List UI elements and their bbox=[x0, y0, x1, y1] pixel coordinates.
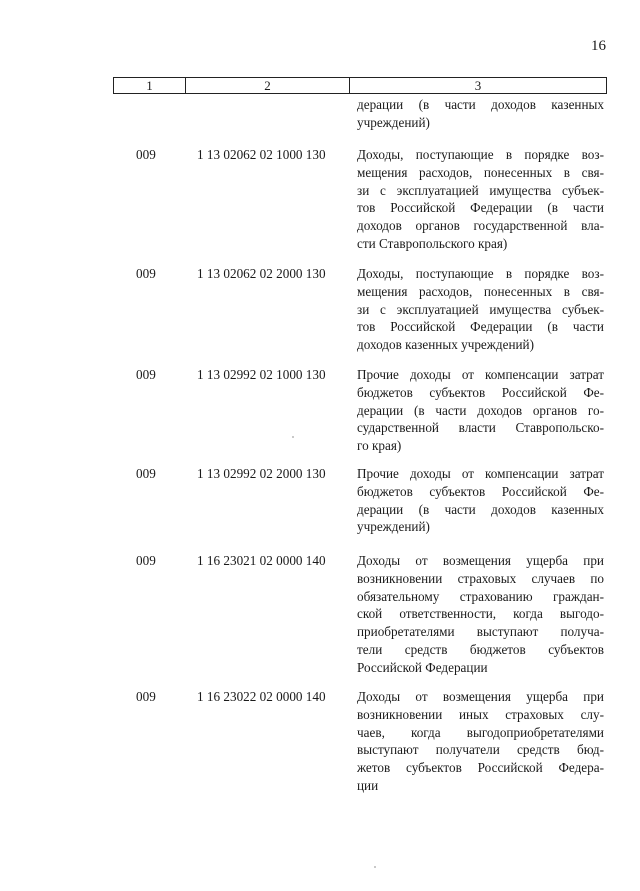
description-line: дерации (в части доходов казенных bbox=[357, 501, 604, 517]
description-line: бюджетов субъектов Российской Фе- bbox=[357, 483, 604, 499]
budget-classification-code: 1 13 02992 02 1000 130 bbox=[197, 367, 326, 382]
description-line: Прочие доходы от компенсации затрат bbox=[357, 466, 604, 481]
header-col-2: 2 bbox=[186, 78, 350, 93]
header-col-3: 3 bbox=[474, 78, 482, 93]
description-line: доходов органов государственной вла- bbox=[357, 218, 604, 234]
revenue-description bbox=[357, 465, 604, 536]
description-line: приобретателями выступают получа- bbox=[357, 624, 604, 640]
admin-code: 009 bbox=[136, 553, 156, 568]
description-line: возникновении иных страховых слу- bbox=[357, 706, 604, 722]
description-line: доходов казенных учреждений) bbox=[357, 337, 535, 353]
budget-classification-code: 1 16 23022 02 0000 140 bbox=[197, 689, 326, 704]
description-line: мещения расходов, понесенных в свя- bbox=[357, 283, 604, 299]
description-line: сти Ставропольского края) bbox=[357, 235, 508, 251]
description-line: зи с эксплуатацией имущества субъек- bbox=[357, 301, 604, 317]
description-line: мещения расходов, понесенных в свя- bbox=[357, 164, 604, 180]
scan-speck bbox=[292, 436, 294, 438]
description-line: го края) bbox=[357, 438, 402, 454]
revenue-description bbox=[357, 688, 604, 795]
description-line: учреждений) bbox=[357, 114, 430, 130]
admin-code: 009 bbox=[136, 266, 156, 281]
description-line: тов Российской Федерации (в части bbox=[357, 319, 604, 335]
description-line: Доходы от возмещения ущерба при bbox=[357, 553, 604, 568]
description-line: ции bbox=[357, 777, 379, 793]
description-line: зи с эксплуатацией имущества субъек- bbox=[357, 182, 604, 198]
description-line: обязательному страхованию граждан- bbox=[357, 588, 604, 604]
table-header-row bbox=[113, 77, 607, 94]
description-line: Российской Федерации bbox=[357, 659, 488, 675]
revenue-description bbox=[357, 552, 604, 677]
header-col-1: 1 bbox=[114, 78, 186, 93]
description-line: учреждений) bbox=[357, 519, 430, 535]
revenue-description bbox=[357, 265, 604, 354]
budget-classification-code: 1 13 02062 02 2000 130 bbox=[197, 266, 326, 281]
description-line: тов Российской Федерации (в части bbox=[357, 200, 604, 216]
admin-code: 009 bbox=[136, 466, 156, 481]
description-line: сударственной власти Ставропольско- bbox=[357, 420, 604, 436]
description-line: дерации (в части доходов казенных bbox=[357, 97, 604, 112]
description-line: тели средств бюджетов субъектов bbox=[357, 641, 604, 657]
description-line: Доходы от возмещения ущерба при bbox=[357, 689, 604, 704]
description-line: дерации (в части доходов органов го- bbox=[357, 402, 604, 418]
budget-classification-code: 1 13 02992 02 2000 130 bbox=[197, 466, 326, 481]
continuation-description bbox=[357, 96, 604, 132]
revenue-description bbox=[357, 146, 604, 253]
description-line: бюджетов субъектов Российской Фе- bbox=[357, 384, 604, 400]
description-line: Прочие доходы от компенсации затрат bbox=[357, 367, 604, 382]
description-line: возникновении страховых случаев по bbox=[357, 570, 604, 586]
budget-classification-code: 1 13 02062 02 1000 130 bbox=[197, 147, 326, 162]
description-line: жетов субъектов Российской Федера- bbox=[357, 760, 604, 776]
admin-code: 009 bbox=[136, 147, 156, 162]
revenue-description bbox=[357, 366, 604, 455]
admin-code: 009 bbox=[136, 689, 156, 704]
description-line: выступают получатели средств бюд- bbox=[357, 742, 604, 758]
budget-classification-code: 1 16 23021 02 0000 140 bbox=[197, 553, 326, 568]
description-line: Доходы, поступающие в порядке воз- bbox=[357, 147, 604, 162]
page-number: 16 bbox=[591, 38, 606, 54]
scan-speck bbox=[374, 866, 376, 868]
description-line: чаев, когда выгодоприобретателями bbox=[357, 724, 604, 740]
description-line: ской ответственности, когда выгодо- bbox=[357, 606, 604, 622]
description-line: Доходы, поступающие в порядке воз- bbox=[357, 266, 604, 281]
admin-code: 009 bbox=[136, 367, 156, 382]
